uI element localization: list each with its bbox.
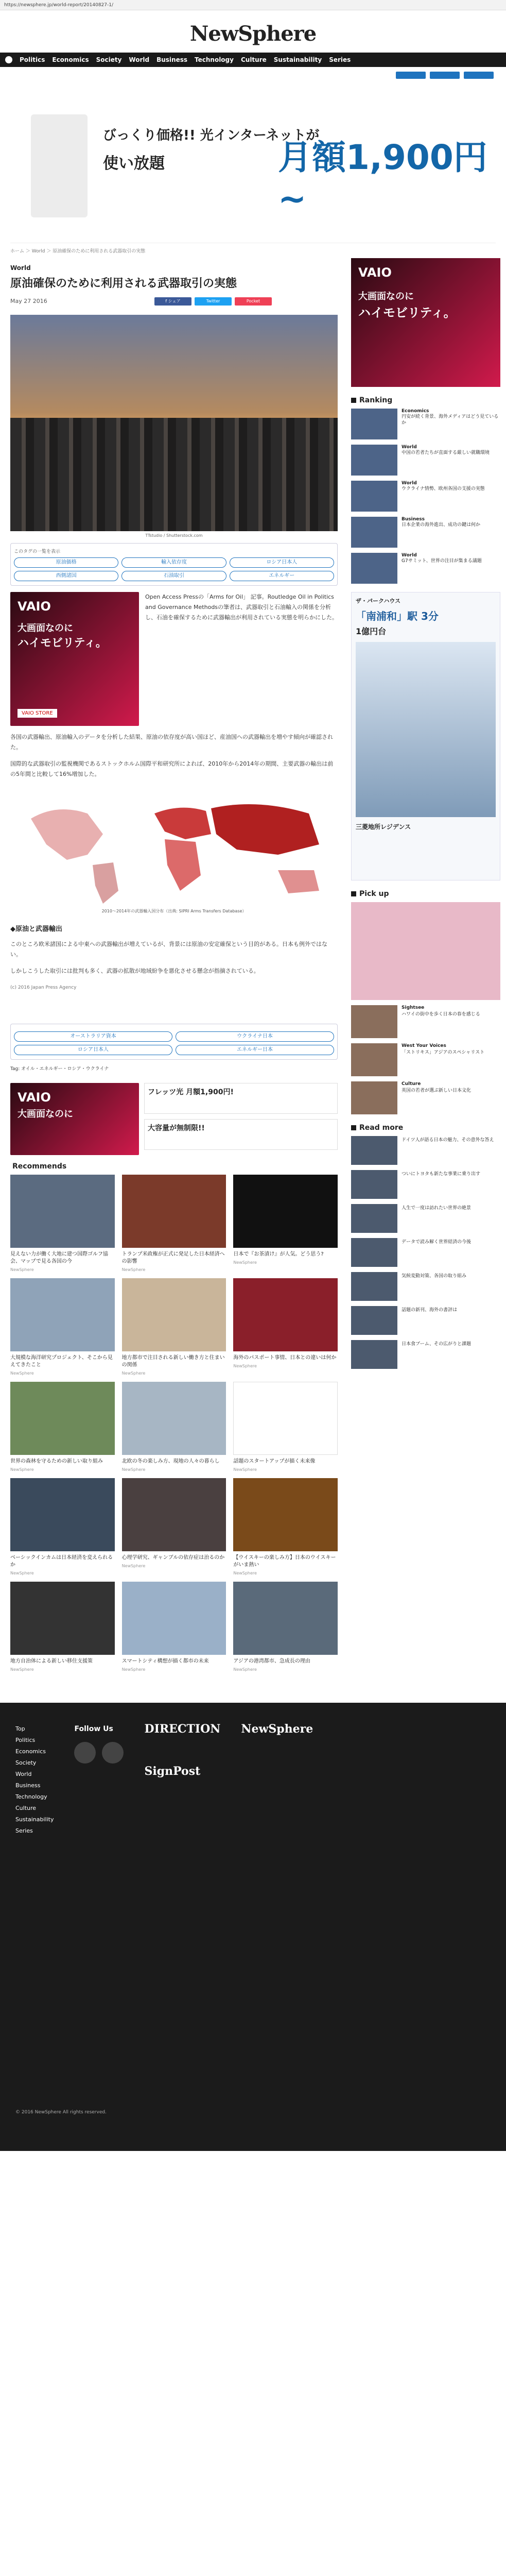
sidebar-ad-realestate[interactable] [351,592,500,880]
inline-ad-vaio[interactable] [10,592,139,726]
hero-image [10,315,338,531]
readmore-item[interactable]: 話題の新刊、海外の書評は [351,1306,500,1335]
ad-line1: びっくり価格!! 光インターネットが [103,128,320,143]
tag-pill[interactable]: 石油取引 [121,571,226,581]
brand-name: ザ・パークハウス [356,598,401,604]
footer-link[interactable]: Sustainability [15,1816,54,1823]
world-map [10,788,338,906]
readmore-heading: Read more [351,1124,500,1132]
ranking-icon [351,398,356,403]
recommends-section [10,1162,338,1672]
rec-card[interactable]: 日本で『お茶漬け』が人気。どう思う? NewSphere [233,1175,338,1272]
tag-box [10,543,338,586]
rec-card[interactable]: 地方都市で注目される新しい働き方と住まいの関係 NewSphere [122,1278,226,1376]
ranking-heading: Ranking [351,396,500,404]
ranking-item[interactable]: World ウクライナ情勢、欧州各国の支援の実態 [351,481,500,512]
share-facebook-button[interactable]: f シェア [154,297,191,306]
related-tags-box [10,1024,338,1060]
ad-headline: 大画面なのに [358,291,414,302]
copyright: © 2016 NewSphere All rights reserved. [0,2105,506,2151]
tag-pill[interactable]: ウクライナ日本 [176,1031,334,1042]
footer-link[interactable]: Economics [15,1748,46,1755]
tag-pill[interactable]: 原油価格 [14,557,118,568]
rec-card[interactable]: トランプ米政権が正式に発足した日本経済への影響 NewSphere [122,1175,226,1272]
ad-headline: 大画面なのに [18,1109,73,1120]
top-share-bar [0,67,506,83]
ranking-item[interactable]: World G7サミット、世界の注目が集まる議題 [351,553,500,584]
rec-card[interactable]: 大規模な海洋研究プロジェクト、そこから見えてきたこと NewSphere [10,1278,115,1376]
rec-card[interactable]: 海外のパスポート事情、日本との違いは何か NewSphere [233,1278,338,1376]
ad-price: 月額1,900円~ [278,138,487,218]
readmore-item[interactable]: 人生で一度は訪れたい世界の絶景 [351,1204,500,1233]
share-twitter-button[interactable]: Twitter [195,297,232,306]
ad-subheadline: ハイモビリティ。 [358,306,456,320]
footer-link[interactable]: Top [15,1725,25,1732]
recommends-heading: Recommends [12,1162,67,1171]
readmore-item[interactable]: データで読み解く世界経済の今後 [351,1238,500,1267]
article-category[interactable]: World [10,264,31,272]
footer [0,1703,506,2105]
readmore-icon [351,1125,356,1130]
twitter-icon[interactable] [102,1742,124,1764]
article-title: 原油確保のために利用される武器取引の実態 [10,277,237,290]
map-graphic [10,788,338,906]
tag-pill[interactable]: オーストラリア資本 [14,1031,172,1042]
rec-card[interactable]: 【ウイスキーの楽しみ方】日本のウイスキーがいま熱い NewSphere [233,1478,338,1575]
share-pocket-button[interactable]: Pocket [235,297,272,306]
nav-item-business[interactable]: Business [156,56,188,63]
pickup-icon [351,891,356,896]
property-name: 「南浦和」駅 3分 [356,610,439,622]
pickup-feature-image[interactable] [351,902,500,1000]
tag-pill[interactable]: 輸入依存度 [121,557,226,568]
tag-pill[interactable]: ロシア日本人 [230,557,334,568]
article-paragraph: Open Access Pressの「Arms for Oil」 記事。Routledge Oil in Politics and Governance Methodsの筆者は、武器取引と石油輸入の関係を分析し、石油を確保するために武器輸出が利用されている実態を明らかにした。 [145,594,338,621]
property-price: 1億円台 [356,626,387,636]
article [4,264,344,1672]
pickup-item[interactable]: Culture 英国の若者が選ぶ新しい日本文化 [351,1081,500,1114]
nav-item-sustainability[interactable]: Sustainability [273,56,322,63]
footer-link[interactable]: Technology [15,1793,47,1800]
tag-pill[interactable]: ロシア日本人 [14,1045,172,1055]
site-logo[interactable]: NewSphere [189,22,317,46]
footer-follow [74,1723,124,2084]
copyright-note: (c) 2016 Japan Press Agency [10,985,77,990]
masthead [0,10,506,53]
ranking-item[interactable]: World 中国の若者たちが直面する厳しい就職環境 [351,445,500,476]
rec-card[interactable]: ベーシックインカムは日本経済を変えられるか NewSphere [10,1478,115,1575]
sidebar-ad-vaio[interactable] [351,258,500,387]
article-share-buttons [154,297,338,306]
rec-card[interactable]: 地方自治体による新しい移住支援策 NewSphere [10,1582,115,1672]
vaio-logo: VAIO [18,1090,51,1105]
rec-card[interactable]: スマートシティ構想が描く都市の未来 NewSphere [122,1582,226,1672]
sidebar [351,258,500,1672]
nav-item-society[interactable]: Society [96,56,122,63]
main-nav [0,53,506,67]
direction-logo[interactable]: DIRECTION [144,1722,221,1736]
readmore-item[interactable]: ドイツ人が語る日本の魅力、その意外な答え [351,1136,500,1165]
pickup-heading: Pick up [351,890,500,898]
text-ad[interactable]: フレッツ光 月額1,900円! [144,1083,338,1114]
footer-link[interactable]: Series [15,1827,33,1834]
article-paragraph: 国際的な武器取引の監視機関であるストックホルム国際平和研究所によれば、2010年から2014年の期間、主要武器の輸出は前の5年間と比較して16%増加した。 [10,760,334,777]
facebook-icon[interactable] [74,1742,96,1764]
rec-card[interactable]: 世界の森林を守るための新しい取り組み NewSphere [10,1382,115,1472]
building-image [356,642,496,817]
footer-logo-col [241,1723,313,2084]
ranking-item[interactable]: Economics 円安が続く背景、海外メディアはどう見ているか [351,409,500,439]
top-ad-banner[interactable] [10,83,496,243]
footer-link[interactable]: Business [15,1782,41,1789]
section-heading: ◆原油と武器輸出 [10,925,62,933]
footer-link[interactable]: Society [15,1759,37,1766]
footer-brands [144,1723,220,2084]
share-button-twitter[interactable] [430,72,460,79]
share-button-facebook[interactable] [396,72,426,79]
maker-name: 三菱地所レジデンス [356,823,411,831]
article-paragraph: しかしこうした取引には批判も多く、武器の拡散が地域紛争を悪化させる懸念が指摘されている。 [10,968,259,974]
ranking-item[interactable]: Business 日本企業の海外進出、成功の鍵は何か [351,517,500,548]
article-date: May 27 2016 [10,298,47,304]
article-paragraph: このところ欧米諸国による中東への武器輸出が増えているが、背景には原油の安定確保という目的がある。日本も例外ではない。 [10,941,327,958]
nav-item-culture[interactable]: Culture [240,56,267,63]
readmore-item[interactable]: 気候変動対策、各国の取り組み [351,1272,500,1301]
hero-credit: TTstudio / Shutterstock.com [145,533,203,538]
pickup-item[interactable]: Sightsee ハワイの街中を歩く日本の春を感じる [351,1005,500,1038]
tags-line[interactable]: Tag: オイル・エネルギー・ロシア・ウクライナ [10,1066,109,1072]
rec-card[interactable]: アジアの港湾都市、急成長の理由 NewSphere [233,1582,338,1672]
pickup-section [351,890,500,1114]
signpost-logo[interactable]: SignPost [144,1765,201,1778]
nav-item-series[interactable]: Series [329,56,351,63]
map-caption: 2010〜2014年の武器輸入国分布（出典: SIPRI Arms Transfers Database） [101,909,247,913]
nav-item-politics[interactable]: Politics [20,56,45,63]
pickup-item[interactable]: West Your Voices 「ストリキス」アジアのスペシャリスト [351,1043,500,1076]
readmore-item[interactable]: ついにトヨタも新たな事業に乗り出す [351,1170,500,1199]
tag-pill[interactable]: 西側諸国 [14,571,118,581]
tag-pill[interactable]: エネルギー日本 [176,1045,334,1055]
rec-card[interactable]: 北欧の冬の楽しみ方、現地の人々の暮らし NewSphere [122,1382,226,1472]
ad-store-button[interactable]: VAIO STORE [18,709,57,718]
footer-site-logo[interactable]: NewSphere [241,1722,313,1736]
vaio-logo: VAIO [18,599,51,614]
article-paragraph: 各国の武器輸出、原油輸入のデータを分析した結果、原油の依存度が高い国ほど、産油国への武器輸出を増やす傾向が確認された。 [10,734,333,751]
address-bar[interactable]: https://newsphere.jp/world-report/20140827-1/ [0,0,506,10]
footer-link[interactable]: Politics [15,1737,36,1743]
home-icon[interactable] [5,56,12,63]
ad-headline: 大画面なのに [18,623,73,634]
follow-heading: Follow Us [74,1725,113,1733]
vaio-logo: VAIO [358,265,392,280]
breadcrumb[interactable]: ホーム ＞ World ＞ 原油確保のために利用される武器取引の実態 [10,249,146,254]
tag-pill[interactable]: エネルギー [230,571,334,581]
nav-item-technology[interactable]: Technology [195,56,234,63]
refinery-silhouette [10,418,338,531]
nav-item-economics[interactable]: Economics [52,56,89,63]
ad-line2: 使い放題 [103,155,165,173]
footer-links [15,1723,54,2084]
main-column [4,258,344,1672]
tag-box-heading: このタグの一覧を表示 [14,549,61,554]
share-button-line[interactable] [464,72,494,79]
rec-card[interactable]: 見えない力が働く大地に建つ国際ゴルフ協会、マップで見る各国の今 NewSphere [10,1175,115,1272]
rec-card[interactable]: 話題のスタートアップが描く未来像 NewSphere [233,1382,338,1472]
text-ad[interactable]: 大容量が無制限!! [144,1119,338,1150]
footer-link[interactable]: Culture [15,1805,37,1811]
readmore-item[interactable]: 日本食ブーム、その広がりと課題 [351,1340,500,1369]
ad-subheadline: ハイモビリティ。 [18,637,107,650]
readmore-section [351,1124,500,1369]
router-image [31,114,88,217]
nav-item-world[interactable]: World [129,56,150,63]
bottom-ad-vaio[interactable] [10,1083,139,1155]
rec-card[interactable]: 心理学研究、ギャンブルの依存症は治るのか NewSphere [122,1478,226,1575]
footer-link[interactable]: World [15,1771,32,1777]
